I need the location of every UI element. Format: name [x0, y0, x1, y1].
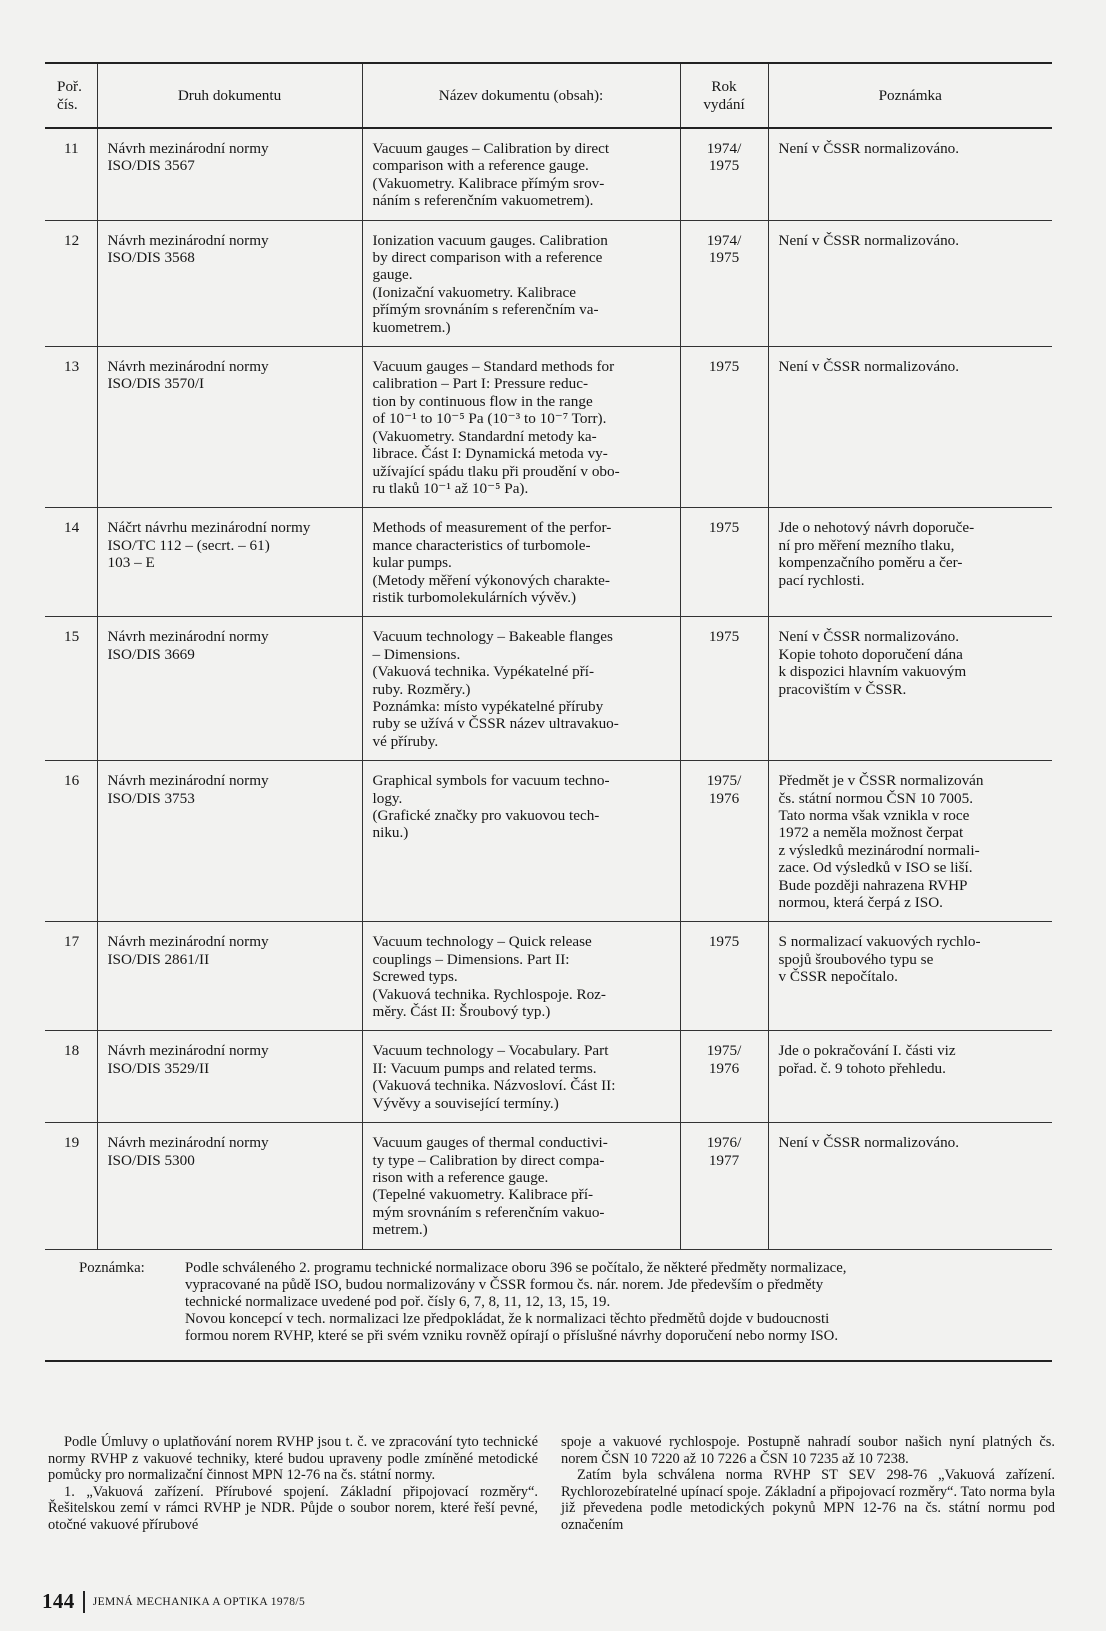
document-title-cell-line: Screwed typs.: [372, 968, 458, 986]
document-title-cell: [362, 617, 680, 761]
header-note: Poznámka: [768, 63, 1052, 128]
document-title-cell-line: – Dimensions.: [372, 645, 461, 663]
body-paragraph: 1. „Vakuová zařízení. Přírubové spojení. Základní připojovací rozměry“. Řešitelskou zemí v rámci RVHP je NDR. Půjde o soubor norem, které řeší pevné, otočné vakuové přírubové: [48, 1483, 538, 1533]
year-cell-line: 1975: [708, 358, 740, 376]
note-cell-line: Není v ČSSR normalizováno.: [778, 140, 960, 157]
page-footer: [42, 1589, 305, 1614]
note-cell: [768, 922, 1052, 1031]
document-type-cell-line: Návrh mezinárodní normy: [107, 358, 269, 376]
note-cell: [768, 761, 1052, 922]
note-cell-line: S normalizací vakuových rychlo-: [778, 933, 981, 951]
document-type-cell: [97, 617, 362, 761]
year-cell-line: 1975/: [706, 1042, 742, 1060]
document-title-cell-line: metrem.): [372, 1221, 428, 1239]
note-cell-line: pracovištím v ČSSR.: [778, 680, 907, 698]
table-row: [45, 220, 1052, 346]
document-type-cell-line: Návrh mezinárodní normy: [107, 933, 269, 951]
document-title-cell-line: mým srovnáním s referenčním vakuo-: [372, 1203, 605, 1221]
year-cell-line: 1975: [708, 933, 740, 951]
document-title-cell: [362, 347, 680, 508]
document-title-cell-line: (Vakuová technika. Názvosloví. Část II:: [372, 1077, 616, 1095]
document-title-cell-line: mance characteristics of turbomole-: [372, 536, 591, 554]
table-row: [45, 1123, 1052, 1249]
footnote-line: Novou koncepcí v tech. normalizaci lze předpokládat, že k normalizaci těchto předmětů dojde v budoucnosti: [185, 1311, 830, 1328]
document-title-cell-line: niku.): [372, 824, 409, 842]
document-title-cell-line: (Metody měření výkonových charakte-: [372, 571, 610, 589]
document-title-cell-line: náním s referenčním vakuometrem).: [372, 192, 594, 210]
body-paragraph: Podle Úmluvy o uplatňování norem RVHP jsou t. č. ve zpracování tyto technické normy RVHP z vakuové techniky, které budou upraveny podle zmíněné metodické pomůcky pro normalizační činnost MPN 12-76 na čs. státní normy.: [48, 1434, 538, 1484]
table-row: [45, 761, 1052, 922]
document-title-cell-line: tion by continuous flow in the range: [372, 392, 593, 410]
document-title-cell-line: ty type – Calibration by direct compa-: [372, 1151, 605, 1169]
document-title-cell-line: (Vakuová technika. Rychlospoje. Roz-: [372, 985, 606, 1003]
table-row: [45, 617, 1052, 761]
note-cell: [768, 1031, 1052, 1123]
table-row: [45, 508, 1052, 617]
document-title-cell-line: Vacuum gauges – Calibration by direct: [372, 140, 610, 157]
document-type-cell-line: Návrh mezinárodní normy: [107, 628, 269, 646]
document-title-cell-line: (Grafické značky pro vakuovou tech-: [372, 807, 600, 824]
note-cell: [768, 617, 1052, 761]
document-type-cell: [97, 1123, 362, 1249]
document-type-cell-line: 103 – E: [107, 554, 155, 572]
document-title-cell-line: ru tlaků 10⁻¹ až 10⁻⁵ Pa).: [372, 479, 529, 497]
document-title-cell: [362, 1031, 680, 1123]
header-document-title: Název dokumentu (obsah):: [362, 63, 680, 128]
document-title-cell-line: přímým srovnáním s referenčním va-: [372, 301, 599, 319]
note-cell-line: Není v ČSSR normalizováno.: [778, 231, 960, 249]
document-title-cell-line: calibration – Part I: Pressure reduc-: [372, 375, 589, 393]
document-title-cell-line: vé příruby.: [372, 732, 439, 750]
footnote-label: Poznámka:: [79, 1259, 145, 1276]
document-title-cell-line: užívající spádu tlaku při proudění v obo-: [372, 462, 620, 480]
document-title-cell-line: (Vakuometry. Kalibrace přímým srov-: [372, 174, 605, 192]
document-title-cell-line: Graphical symbols for vacuum techno-: [372, 772, 610, 790]
document-title-cell-line: ristik turbomolekulárních vývěv.): [372, 588, 577, 606]
document-type-cell: [97, 761, 362, 922]
year-cell-line: 1974/: [706, 140, 742, 157]
document-title-cell-line: comparison with a reference gauge.: [372, 157, 589, 175]
year-cell: [680, 347, 768, 508]
row-number: 14: [45, 508, 97, 617]
document-title-cell-line: Ionization vacuum gauges. Calibration: [372, 231, 608, 249]
document-title-cell-line: Vacuum technology – Quick release: [372, 933, 592, 951]
document-type-cell: [97, 922, 362, 1031]
row-number: 15: [45, 617, 97, 761]
note-cell-line: v ČSSR nepočítalo.: [778, 968, 898, 986]
note-cell: [768, 1123, 1052, 1249]
note-cell-line: Jde o pokračování I. části viz: [778, 1042, 956, 1060]
footnote-line: formou norem RVHP, které se při svém vzniku rovněž opírají o příslušné návrhy doporučení nebo normy ISO.: [185, 1328, 839, 1345]
note-cell-line: Jde o nehotový návrh doporuče-: [778, 519, 975, 537]
note-cell: [768, 347, 1052, 508]
document-type-cell-line: Návrh mezinárodní normy: [107, 1042, 269, 1060]
document-type-cell-line: ISO/DIS 3669: [107, 645, 195, 663]
document-title-cell-line: II: Vacuum pumps and related terms.: [372, 1059, 597, 1077]
document-type-cell: [97, 347, 362, 508]
document-title-cell-line: ruby se užívá v ČSSR název ultravakuo-: [372, 715, 619, 733]
header-number: Poř. čís.: [45, 63, 97, 128]
document-title-cell-line: ruby. Rozměry.): [372, 680, 471, 698]
document-title-cell-line: (Vakuová technika. Vypékatelné pří-: [372, 663, 595, 681]
body-column-right: [561, 1434, 1055, 1534]
document-type-cell: [97, 220, 362, 346]
note-cell-line: normou, která čerpá z ISO.: [778, 894, 943, 912]
document-type-cell-line: Návrh mezinárodní normy: [107, 772, 269, 790]
document-type-cell-line: Návrh mezinárodní normy: [107, 1134, 269, 1152]
note-cell-line: Není v ČSSR normalizováno.: [778, 358, 960, 376]
note-cell-line: 1972 a neměla možnost čerpat: [778, 824, 964, 842]
year-cell-line: 1975: [708, 628, 740, 646]
year-cell: [680, 220, 768, 346]
document-title-cell-line: of 10⁻¹ to 10⁻⁵ Pa (10⁻³ to 10⁻⁷ Torr).: [372, 410, 607, 428]
row-number: 16: [45, 761, 97, 922]
note-cell-line: Předmět je v ČSSR normalizován: [778, 772, 984, 790]
note-cell-line: z výsledků mezinárodní normali-: [778, 841, 980, 859]
document-title-cell-line: Vacuum technology – Vocabulary. Part: [372, 1042, 609, 1060]
year-cell-line: 1976: [708, 1059, 740, 1077]
footnote-line: vypracované na půdě ISO, budou normalizovány v ČSSR formou čs. nár. norem. Jde především o předměty: [185, 1276, 824, 1293]
document-title-cell: [362, 761, 680, 922]
table-body: [45, 128, 1052, 1249]
year-cell-line: 1974/: [706, 231, 742, 249]
document-type-cell-line: ISO/DIS 5300: [107, 1151, 195, 1169]
page-number: 144: [42, 1589, 75, 1613]
document-type-cell: [97, 508, 362, 617]
note-cell-line: čs. státní normou ČSN 10 7005.: [778, 789, 973, 807]
document-type-cell-line: Návrh mezinárodní normy: [107, 140, 269, 157]
header-document-type: Druh dokumentu: [97, 63, 362, 128]
table-row: [45, 1031, 1052, 1123]
document-type-cell-line: ISO/TC 112 – (secrt. – 61): [107, 536, 270, 554]
footer-divider: [83, 1591, 85, 1613]
note-cell-line: k dispozici hlavním vakuovým: [778, 663, 967, 681]
table-row: [45, 922, 1052, 1031]
note-cell-line: Není v ČSSR normalizováno.: [778, 1134, 960, 1152]
row-number: 17: [45, 922, 97, 1031]
document-type-cell-line: ISO/DIS 3753: [107, 789, 195, 807]
header-year: Rok vydání: [680, 63, 768, 128]
body-paragraph: Zatím byla schválena norma RVHP ST SEV 298-76 „Vakuová zařízení. Rychlorozebíratelné upínací spoje. Základní a připojovací rozměry“. Tato norma byla již převedena podle metodických pokynů MPN 12-76 na čs. státní normu pod označením: [561, 1467, 1055, 1533]
note-cell-line: Bude později nahrazena RVHP: [778, 876, 968, 894]
footnote-text: [185, 1260, 1042, 1346]
table-row: [45, 347, 1052, 508]
year-cell-line: 1976: [708, 789, 740, 807]
note-cell-line: pořad. č. 9 tohoto přehledu.: [778, 1059, 946, 1077]
document-title-cell-line: Poznámka: místo vypékatelné příruby: [372, 697, 604, 715]
year-cell: [680, 617, 768, 761]
note-cell-line: kompenzačního poměru a čer-: [778, 554, 963, 572]
note-cell: [768, 508, 1052, 617]
year-cell-line: 1976/: [706, 1134, 742, 1152]
table-footnote: [45, 1249, 1052, 1361]
row-number: 18: [45, 1031, 97, 1123]
document-title-cell-line: (Vakuometry. Standardní metody ka-: [372, 427, 597, 445]
body-paragraph: spoje a vakuové rychlospoje. Postupně nahradí soubor našich nyní platných čs. norem ČSN 10 7220 až 10 7226 a ČSN 10 7235 až 10 7238.: [561, 1434, 1055, 1467]
document-title-cell-line: kular pumps.: [372, 554, 452, 572]
document-title-cell-line: měry. Část II: Šroubový typ.): [372, 1003, 551, 1021]
document-title-cell-line: kuometrem.): [372, 318, 451, 336]
document-type-cell-line: ISO/DIS 2861/II: [107, 950, 210, 968]
footnote-line: technické normalizace uvedené pod poř. čísly 6, 7, 8, 11, 12, 13, 15, 19.: [185, 1293, 611, 1310]
row-number: 11: [45, 128, 97, 220]
document-type-cell-line: ISO/DIS 3567: [107, 157, 195, 175]
table-row: [45, 128, 1052, 220]
note-cell: [768, 128, 1052, 220]
year-cell-line: 1975: [708, 157, 740, 175]
year-cell: [680, 1123, 768, 1249]
year-cell-line: 1975: [708, 249, 740, 267]
note-cell-line: pací rychlosti.: [778, 571, 865, 589]
document-title-cell: [362, 128, 680, 220]
note-cell-line: Kopie tohoto doporučení dána: [778, 645, 963, 663]
standards-table: [45, 62, 1052, 1362]
footnote-line: Podle schváleného 2. programu technické normalizace oboru 396 se počítalo, že některé předměty normalizace,: [185, 1259, 847, 1276]
document-type-cell: [97, 1031, 362, 1123]
document-title-cell-line: (Ionizační vakuometry. Kalibrace: [372, 283, 577, 301]
document-title-cell-line: (Tepelné vakuometry. Kalibrace pří-: [372, 1186, 594, 1204]
table-header: [45, 63, 1052, 128]
document-type-cell: [97, 128, 362, 220]
document-title-cell-line: logy.: [372, 789, 403, 807]
row-number: 19: [45, 1123, 97, 1249]
document-type-cell-line: Návrh mezinárodní normy: [107, 231, 269, 249]
document-title-cell-line: rison with a reference gauge.: [372, 1168, 549, 1186]
document-title-cell-line: Methods of measurement of the perfor-: [372, 519, 612, 537]
document-title-cell-line: couplings – Dimensions. Part II:: [372, 950, 570, 968]
document-title-cell-line: Vývěvy a související termíny.): [372, 1094, 559, 1112]
year-cell: [680, 128, 768, 220]
document-title-cell: [362, 508, 680, 617]
document-type-cell-line: ISO/DIS 3568: [107, 249, 195, 267]
document-title-cell-line: Vacuum gauges – Standard methods for: [372, 358, 615, 376]
document-title-cell: [362, 220, 680, 346]
note-cell-line: Není v ČSSR normalizováno.: [778, 628, 960, 646]
year-cell: [680, 761, 768, 922]
row-number: 12: [45, 220, 97, 346]
note-cell-line: ní pro měření mezního tlaku,: [778, 536, 955, 554]
document-title-cell-line: librace. Část I: Dynamická metoda vy-: [372, 445, 608, 463]
document-title-cell: [362, 1123, 680, 1249]
body-column-left: [48, 1434, 538, 1534]
document-title-cell: [362, 922, 680, 1031]
year-cell-line: 1975/: [706, 772, 742, 790]
year-cell: [680, 922, 768, 1031]
document-title-cell-line: by direct comparison with a reference: [372, 249, 603, 267]
year-cell: [680, 1031, 768, 1123]
year-cell: [680, 508, 768, 617]
year-cell-line: 1977: [708, 1151, 740, 1169]
note-cell: [768, 220, 1052, 346]
note-cell-line: spojů šroubového typu se: [778, 950, 934, 968]
year-cell-line: 1975: [708, 519, 740, 537]
document-type-cell-line: ISO/DIS 3570/I: [107, 375, 205, 393]
document-title-cell-line: gauge.: [372, 266, 413, 284]
document-title-cell-line: Vacuum gauges of thermal conductivi-: [372, 1134, 608, 1152]
note-cell-line: zace. Od výsledků v ISO se liší.: [778, 859, 973, 877]
note-cell-line: Tato norma však vznikla v roce: [778, 807, 970, 824]
row-number: 13: [45, 347, 97, 508]
document-type-cell-line: Náčrt návrhu mezinárodní normy: [107, 519, 311, 537]
document-title-cell-line: Vacuum technology – Bakeable flanges: [372, 628, 613, 646]
journal-title: JEMNÁ MECHANIKA A OPTIKA 1978/5: [92, 1595, 306, 1608]
document-type-cell-line: ISO/DIS 3529/II: [107, 1059, 210, 1077]
